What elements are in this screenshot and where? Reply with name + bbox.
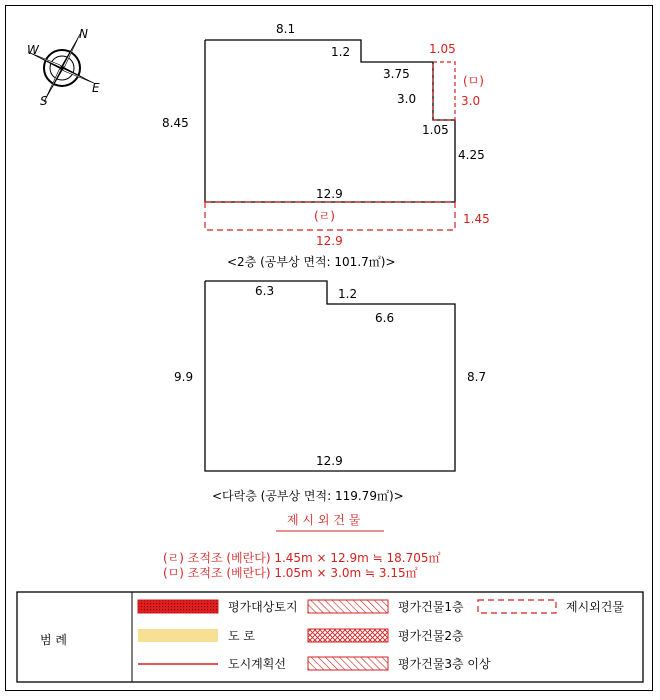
f2-balcony-b-depth: 3.0 bbox=[461, 94, 481, 108]
legend-bldg3-swatch bbox=[308, 657, 388, 670]
f2-balcony-a-depth: 1.45 bbox=[463, 212, 490, 226]
compass-n: N bbox=[79, 27, 88, 41]
legend-bldg1-label: 평가건물1층 bbox=[398, 600, 464, 614]
f2-dim-step-right: 3.75 bbox=[383, 67, 410, 81]
f2-dim-step-inner: 3.0 bbox=[397, 92, 417, 106]
legend-title: 범 례 bbox=[40, 633, 67, 647]
floor2-plan bbox=[205, 40, 455, 230]
legend-bldg1-swatch bbox=[308, 600, 388, 613]
legend-plan-line-label: 도시계획선 bbox=[228, 657, 286, 671]
compass-e: E bbox=[92, 81, 100, 95]
compass-icon bbox=[27, 27, 100, 108]
compass-w: W bbox=[27, 43, 39, 57]
attic-caption: <다락층 (공부상 면적: 119.79㎡)> bbox=[212, 489, 404, 503]
attic-dim-step: 1.2 bbox=[338, 287, 358, 301]
attic-dim-left: 9.9 bbox=[174, 370, 194, 384]
legend-land-label: 평가대상토지 bbox=[228, 600, 298, 614]
balcony-b-outline bbox=[433, 62, 455, 120]
attic-dim-upper-right: 6.6 bbox=[375, 311, 395, 325]
legend-bldg3-label: 평가건물3층 이상 bbox=[398, 657, 491, 671]
f2-balcony-b-width-top: 1.05 bbox=[429, 42, 456, 56]
legend-excluded-label: 제시외건물 bbox=[566, 600, 624, 614]
f2-dim-left: 8.45 bbox=[162, 116, 189, 130]
legend-excluded-swatch bbox=[478, 600, 556, 613]
notes-line1: (ㄹ) 조적조 (베란다) 1.45m × 12.9m ≒ 18.705㎡ bbox=[163, 551, 441, 565]
notes-line2: (ㅁ) 조적조 (베란다) 1.05m × 3.0m ≒ 3.15㎡ bbox=[163, 566, 418, 580]
legend-land-swatch bbox=[138, 600, 218, 613]
f2-dim-step-top: 1.2 bbox=[331, 45, 351, 59]
f2-balcony-a-label: (ㄹ) bbox=[314, 209, 335, 223]
f2-balcony-b-width-bottom: 1.05 bbox=[422, 123, 449, 137]
compass-s: S bbox=[40, 94, 48, 108]
attic-dim-top: 6.3 bbox=[255, 284, 275, 298]
attic-dim-right: 8.7 bbox=[467, 370, 487, 384]
legend-road-swatch bbox=[138, 629, 218, 642]
notes-title: 제 시 외 건 물 bbox=[287, 513, 361, 527]
f2-dim-top: 8.1 bbox=[276, 22, 296, 36]
f2-dim-right: 4.25 bbox=[458, 148, 485, 162]
f2-balcony-b-label: (ㅁ) bbox=[463, 74, 484, 88]
f2-balcony-a-length: 12.9 bbox=[316, 234, 343, 248]
attic-dim-bottom: 12.9 bbox=[316, 454, 343, 468]
legend-road-label: 도 로 bbox=[228, 629, 255, 643]
f2-dim-bottom: 12.9 bbox=[316, 187, 343, 201]
attic-plan bbox=[205, 281, 455, 471]
legend bbox=[17, 592, 643, 682]
legend-bldg2-label: 평가건물2층 bbox=[398, 629, 464, 643]
legend-bldg2-swatch bbox=[308, 629, 388, 642]
f2-caption: <2층 (공부상 면적: 101.7㎡)> bbox=[227, 255, 396, 269]
